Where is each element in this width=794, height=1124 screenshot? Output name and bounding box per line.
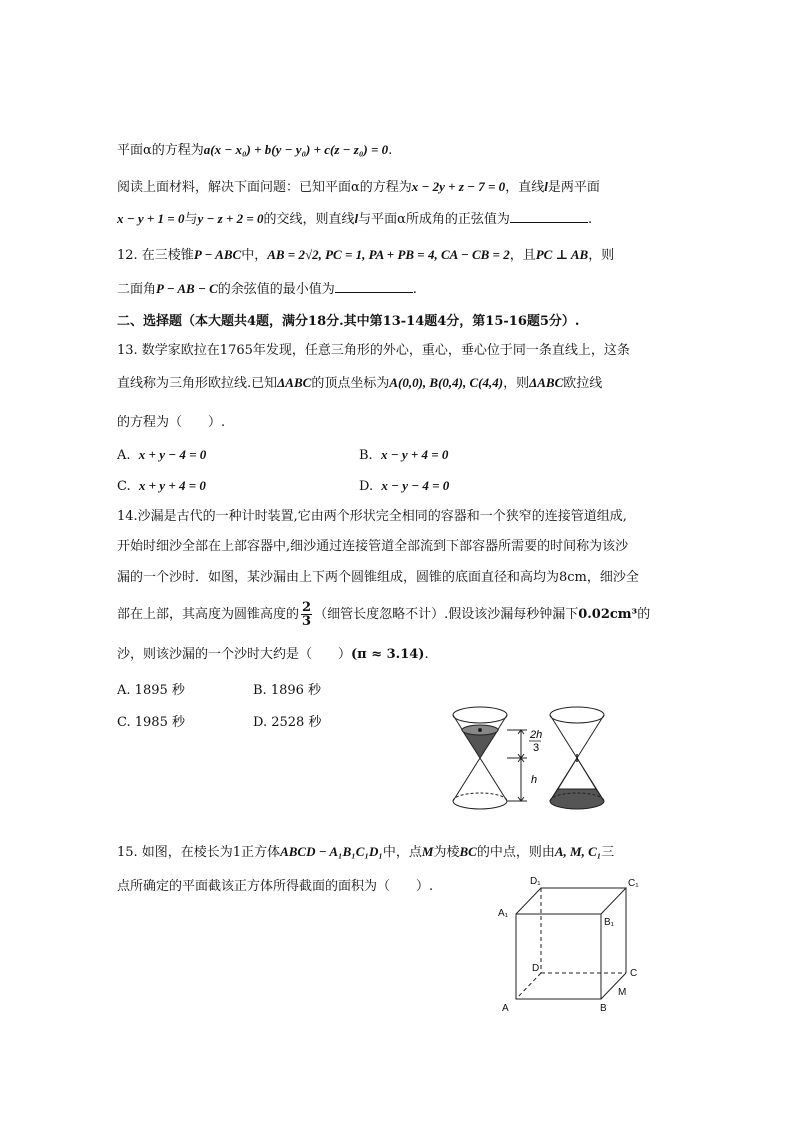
q14-line-5 bbox=[117, 646, 429, 664]
option-value: 1985 秒 bbox=[134, 715, 185, 730]
q11-text: 是两平面 bbox=[547, 180, 600, 195]
flow-rate: 0.02cm³ bbox=[578, 607, 638, 622]
option-value: x − y − 4 = 0 bbox=[381, 478, 450, 493]
top-rim bbox=[550, 707, 604, 723]
label-m: M bbox=[618, 987, 627, 998]
q13-text: 直线称为三角形欧拉线.已知 bbox=[117, 376, 278, 391]
fraction-numerator: 2 bbox=[302, 600, 312, 615]
hidden-edge-ad bbox=[516, 973, 541, 999]
fraction-two-thirds bbox=[301, 601, 312, 628]
q12-text: ，且 bbox=[509, 248, 536, 263]
answer-blank[interactable] bbox=[335, 280, 413, 293]
hourglass-right bbox=[550, 707, 604, 809]
q12-text: 的余弦值的最小值为 bbox=[217, 282, 335, 297]
q13-option-b[interactable] bbox=[359, 446, 448, 465]
q11-period: . bbox=[587, 212, 593, 227]
sand-bottom bbox=[550, 789, 604, 809]
bottom-rim-front bbox=[453, 801, 507, 809]
triangle: ΔABC bbox=[529, 375, 564, 390]
q12-text: 二面角 bbox=[117, 282, 157, 297]
option-value: x + y − 4 = 0 bbox=[138, 447, 207, 462]
hourglass-left bbox=[453, 707, 507, 809]
label-a: A bbox=[502, 1003, 509, 1014]
dihedral-angle: P − AB − C bbox=[156, 281, 218, 296]
option-value: 1896 秒 bbox=[270, 683, 322, 698]
plane-equation: a(x − x₀) + b(y − y₀) + c(z − z₀) = 0 bbox=[203, 142, 389, 157]
q14-text: 的 bbox=[637, 607, 651, 622]
q14-line-2: 开始时细沙全部在上部容器中,细沙通过连接管道全部流到下部容器所需要的时间称为该沙 bbox=[117, 539, 629, 554]
section-heading: 二、选择题（本大题共4题，满分18分.其中第13-14题4分，第15-16题5分）. bbox=[117, 314, 580, 329]
option-value: x − y + 4 = 0 bbox=[380, 447, 449, 462]
q14-period: . bbox=[424, 647, 429, 662]
dimension-marks bbox=[507, 730, 527, 801]
q14-line-3: 漏的一个沙时．如图，某沙漏由上下两个圆锥组成，圆锥的底面直径和高均为8cm，细沙全 bbox=[117, 570, 639, 585]
q14-option-d[interactable] bbox=[253, 714, 321, 732]
cube-front-face bbox=[516, 914, 601, 999]
label-d: D bbox=[532, 963, 540, 974]
plane-alpha-equation: x − 2y + z − 7 = 0 bbox=[411, 179, 506, 194]
label-a1: A₁ bbox=[498, 908, 509, 919]
q14-option-b[interactable] bbox=[253, 682, 321, 700]
option-label: C. bbox=[117, 715, 131, 730]
q15-text: 为棱 bbox=[433, 845, 460, 860]
q12-period: . bbox=[412, 282, 417, 297]
center-dot bbox=[479, 729, 482, 732]
q12-line-1 bbox=[117, 246, 614, 265]
option-label: A. bbox=[117, 683, 131, 698]
q13-line-2 bbox=[117, 374, 602, 393]
q12-conditions: AB = 2√2, PC = 1, PA + PB = 4, CA − CB = 2 bbox=[267, 247, 510, 262]
top-rim bbox=[453, 707, 507, 723]
q13-line-1: 13. 数学家欧拉在1765年发现，任意三角形的外心，重心，垂心位于同一条直线上，这条 bbox=[117, 343, 630, 358]
label-d1: D₁ bbox=[530, 876, 541, 887]
q13-text: ，则 bbox=[503, 376, 530, 391]
option-label: B. bbox=[359, 448, 373, 463]
q14-option-c[interactable] bbox=[117, 714, 185, 732]
q13-option-c[interactable] bbox=[117, 477, 206, 496]
label-h: h bbox=[531, 774, 538, 786]
cube-figure bbox=[494, 872, 659, 1017]
q12-line-2 bbox=[117, 280, 417, 299]
option-label: D. bbox=[253, 715, 268, 730]
q11-line-1 bbox=[117, 141, 392, 160]
q11-line-3 bbox=[117, 210, 592, 229]
sand-pile-outline bbox=[558, 758, 596, 789]
label-2h: 2h bbox=[530, 729, 543, 741]
q14-line-1: 14.沙漏是古代的一种计时装置,它由两个形状完全相同的容器和一个狭窄的连接管道组成, bbox=[117, 509, 627, 524]
bottom-rim-back bbox=[453, 793, 507, 801]
q13-option-d[interactable] bbox=[359, 477, 449, 496]
option-label: A. bbox=[117, 448, 131, 463]
cube-name: ABCD − A₁B₁C₁D₁ bbox=[280, 844, 383, 859]
option-value: x + y + 4 = 0 bbox=[138, 478, 206, 493]
plane-eq-1: x − y + 1 = 0 bbox=[117, 211, 185, 226]
three-points: A, M, C₁ bbox=[554, 844, 602, 859]
perpendicular-condition: PC ⊥ AB bbox=[535, 247, 589, 262]
q14-text: 部在上部，其高度为圆锥高度的 bbox=[117, 607, 300, 622]
q14-text: 沙，则该沙漏的一个沙时大约是（ ） bbox=[117, 647, 352, 662]
q14-text: （细管长度忽略不计）.假设该沙漏每秒钟漏下 bbox=[314, 607, 579, 622]
q13-text: 的顶点坐标为 bbox=[311, 376, 390, 391]
label-c1: C₁ bbox=[628, 878, 639, 889]
q15-line-1 bbox=[117, 843, 614, 862]
q11-text: 的交线，则直线 bbox=[263, 212, 355, 227]
q11-period: . bbox=[388, 143, 393, 158]
q11-text: ，直线 bbox=[505, 180, 545, 195]
q12-text: 中， bbox=[241, 248, 268, 263]
q11-text: 阅读上面材料，解决下面问题：已知平面α的方程为 bbox=[117, 180, 412, 195]
q12-text: ，则 bbox=[588, 248, 615, 263]
q13-text: 欧拉线 bbox=[563, 376, 603, 391]
cube-top-edges bbox=[516, 888, 626, 914]
q11-line-2 bbox=[117, 178, 600, 197]
edge-bc: BC bbox=[459, 844, 477, 859]
q13-line-3: 的方程为（ ）. bbox=[117, 415, 226, 430]
q15-text: 的中点，则由 bbox=[476, 845, 555, 860]
line-l: l bbox=[354, 211, 359, 226]
label-3: 3 bbox=[533, 742, 540, 754]
answer-blank[interactable] bbox=[510, 210, 588, 223]
vertex-coordinates: A(0,0), B(0,4), C(4,4) bbox=[389, 375, 504, 390]
label-b: B bbox=[600, 1003, 607, 1014]
option-value: 1895 秒 bbox=[134, 683, 185, 698]
fraction-denominator: 3 bbox=[302, 614, 312, 629]
q11-text: 与 bbox=[184, 212, 198, 227]
pi-approximation: (π ≈ 3.14) bbox=[351, 647, 425, 662]
q11-text: 与平面α所成角的正弦值为 bbox=[358, 212, 510, 227]
q15-line-2: 点所确定的平面截该正方体所得截面的面积为（ ）. bbox=[117, 879, 434, 894]
q13-option-a[interactable] bbox=[117, 446, 206, 465]
q15-text: 15. 如图，在棱长为1正方体 bbox=[117, 845, 281, 860]
label-c: C bbox=[630, 968, 638, 979]
option-label: C. bbox=[117, 479, 131, 494]
option-label: D. bbox=[359, 479, 374, 494]
q15-text: 三 bbox=[601, 845, 615, 860]
q14-line-4 bbox=[117, 600, 650, 630]
tetrahedron: P − ABC bbox=[193, 247, 242, 262]
point-m: M bbox=[421, 844, 434, 859]
plane-eq-2: y − z + 2 = 0 bbox=[197, 211, 264, 226]
q11-text: 平面α的方程为 bbox=[117, 143, 204, 158]
option-label: B. bbox=[253, 683, 267, 698]
option-value: 2528 秒 bbox=[271, 715, 322, 730]
q14-option-a[interactable] bbox=[117, 682, 185, 700]
triangle: ΔABC bbox=[277, 375, 312, 390]
label-b1: B₁ bbox=[604, 917, 615, 928]
line-l: l bbox=[544, 179, 548, 194]
q12-text: 12. 在三棱锥 bbox=[117, 248, 194, 263]
hourglass-figure bbox=[445, 700, 615, 820]
q15-text: 中，点 bbox=[382, 845, 422, 860]
